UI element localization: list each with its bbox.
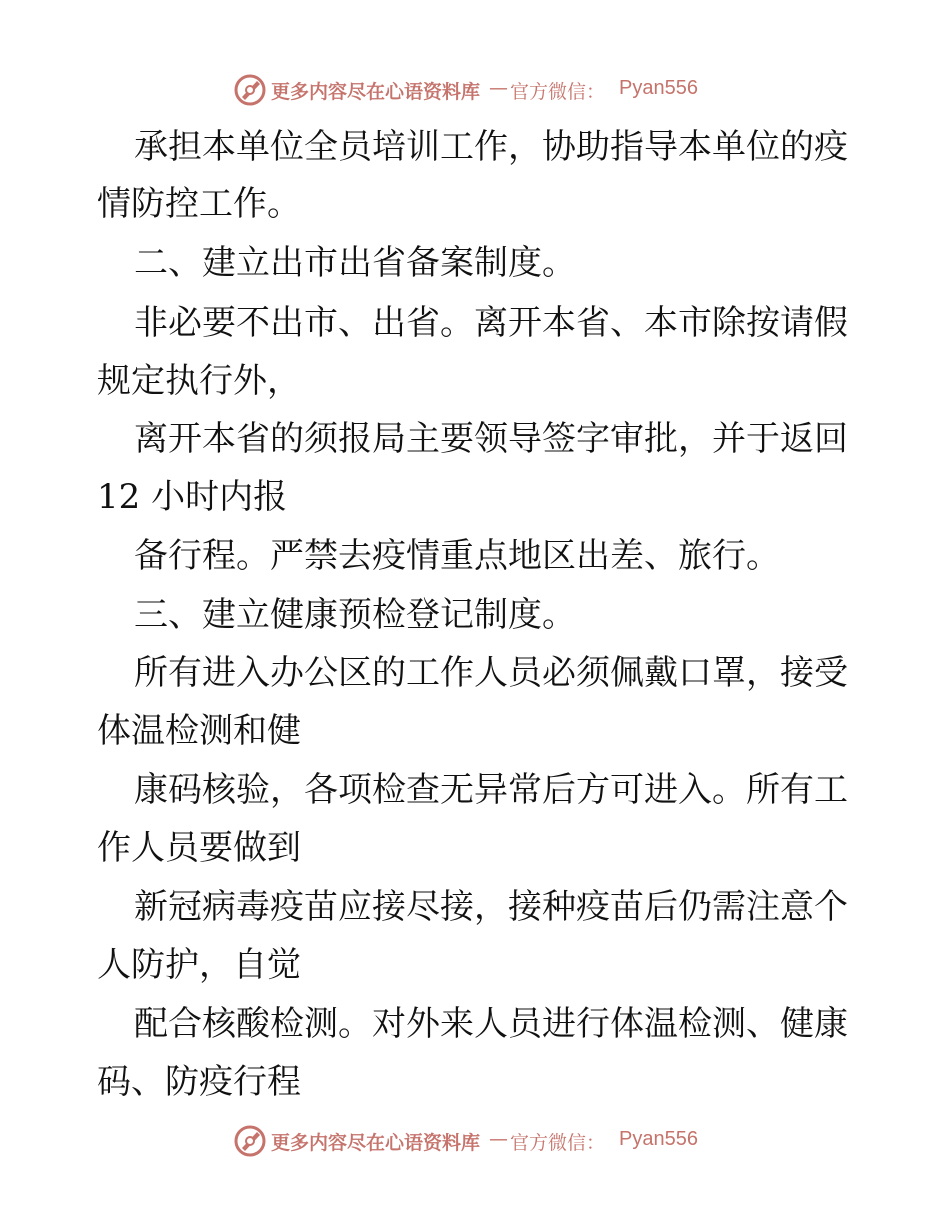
paragraph-line: 12 小时内报 xyxy=(97,477,288,517)
banner-brand-text: 更多内容尽在心语资料库 xyxy=(271,1132,481,1154)
banner-wechat-label: 官方微信： xyxy=(510,1132,606,1154)
paragraph-line: 非必要不出市、出省。离开本省、本市除按请假 xyxy=(134,303,848,343)
section-heading: 二、建立出市出省备案制度。 xyxy=(134,243,576,283)
paragraph-line: 情防控工作。 xyxy=(97,184,301,224)
paragraph-line: 所有进入办公区的工作人员必须佩戴口罩，接受 xyxy=(134,653,848,693)
paragraph-line: 配合核酸检测。对外来人员进行体温检测、健康 xyxy=(134,1004,848,1044)
paragraph-line: 康码核验，各项检查无异常后方可进入。所有工 xyxy=(134,770,848,810)
paragraph-line: 体温检测和健 xyxy=(97,711,301,751)
banner-wechat-id: Pyan556 xyxy=(619,77,698,99)
header-banner xyxy=(0,70,950,110)
paragraph-line: 承担本单位全员培训工作，协助指导本单位的疫 xyxy=(134,127,848,167)
paragraph-line: 码、防疫行程 xyxy=(97,1062,301,1102)
section-heading: 三、建立健康预检登记制度。 xyxy=(134,595,576,635)
paragraph-line: 离开本省的须报局主要领导签字审批，并于返回 xyxy=(134,419,848,459)
paragraph-line: 备行程。严禁去疫情重点地区出差、旅行。 xyxy=(134,536,780,576)
footer-banner xyxy=(0,1121,950,1161)
logo-icon xyxy=(233,1124,267,1158)
banner-dash: — xyxy=(489,1128,508,1150)
paragraph-line: 人防护，自觉 xyxy=(97,945,301,985)
paragraph-line: 新冠病毒疫苗应接尽接，接种疫苗后仍需注意个 xyxy=(134,887,848,927)
banner-brand-text: 更多内容尽在心语资料库 xyxy=(271,81,481,103)
banner-dash: — xyxy=(489,77,508,99)
logo-icon xyxy=(233,73,267,107)
paragraph-line: 作人员要做到 xyxy=(97,828,301,868)
banner-wechat-label: 官方微信： xyxy=(510,81,606,103)
paragraph-line: 规定执行外， xyxy=(97,361,301,401)
banner-wechat-id: Pyan556 xyxy=(619,1128,698,1150)
